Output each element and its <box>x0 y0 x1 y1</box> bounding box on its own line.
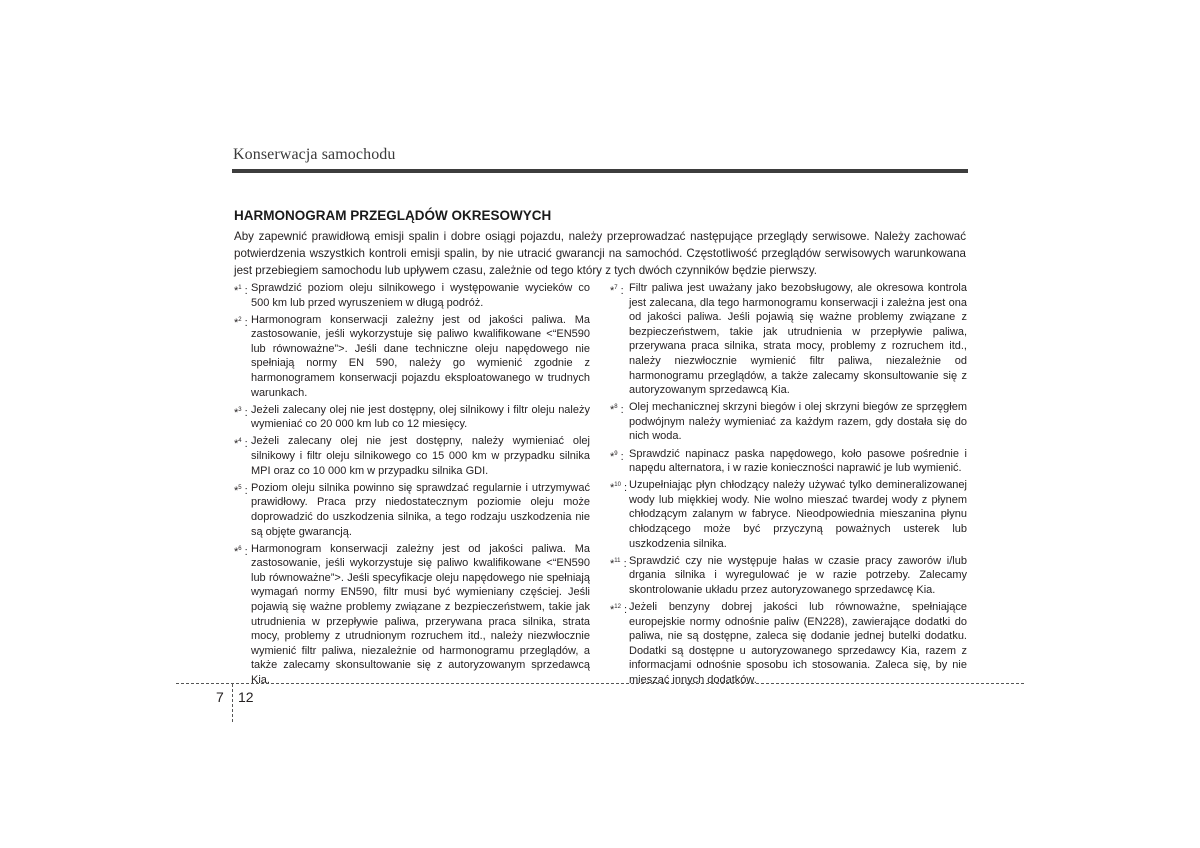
footnote-marker: *$^4$ : <box>234 438 248 451</box>
footnote-item <box>234 481 590 539</box>
footnote-marker: *$^2$ : <box>234 316 248 329</box>
footnote-item <box>610 554 967 598</box>
page-number: 12 <box>238 689 254 705</box>
header-rule <box>232 169 968 173</box>
footnote-marker: *$^9$ : <box>610 450 624 463</box>
chapter-number: 7 <box>216 689 224 705</box>
footnote-marker: *$^6$ : <box>234 545 248 558</box>
footnote-text: Sprawdzić poziom oleju silnikowego i występowanie wycieków co 500 km lub przed wyruszeniem w długą podróż. <box>251 282 590 309</box>
footnote-text: Jeżeli zalecany olej nie jest dostępny, należy wymieniać olej silnikowy i filtr oleju silnikowego co 15 000 km w przypadku silnika MPI oraz co 10 000 km w przypadku silnika GDI. <box>251 435 590 477</box>
footnote-text: Uzupełniając płyn chłodzący należy używać tylko demineralizowanej wody lub miękkiej wody. Nie wolno mieszać twardej wody z płynem chłodzącym zalanym w fabryce. Nieodpowiednia mieszanina płynu chłodzącego może być przyczyną poważnych usterek lub uszkodzenia silnika. <box>629 479 967 550</box>
footnote-marker: *$^7$ : <box>610 285 624 297</box>
footer-vertical-divider <box>232 684 233 722</box>
footnote-item <box>234 313 590 401</box>
footnote-text: Jeżeli benzyny dobrej jakości lub równoważne, spełniające europejskie normy odnośnie paliw (EN228), zawierające dodatki do paliwa, nie są dostępne, zaleca się dodanie jednej butelki dodatku. Dodatki są dostępne u autoryzowanego sprzedawcy Kia, razem z informacjami odnośnie sposobu ich stosowania. Zaleca się, by nie mieszać innych dodatków. <box>629 600 967 686</box>
intro-paragraph: Aby zapewnić prawidłową emisji spalin i dobre osiągi pojazdu, należy przeprowadzać następujące przeglądy serwisowe. Należy zachować potwierdzenia wszystkich kontroli emisji spalin, by nie utracić gwarancji na samochód. Częstotliwość przeglądów serwisowych warunkowana jest przebiegiem samochodu lub upływem czasu, zależnie od tego który z tych dwóch czynników będzie pierwszy. <box>234 230 966 277</box>
footnote-item <box>234 403 590 432</box>
footnote-item <box>610 447 967 476</box>
footnote-item <box>234 434 590 478</box>
footnote-text: Olej mechanicznej skrzyni biegów i olej skrzyni biegów ze sprzęgłem podwójnym należy wymieniać za każdym razem, gdy dostała się do nich woda. <box>629 401 967 443</box>
footnote-item <box>610 281 967 398</box>
footnote-text: Filtr paliwa jest uważany jako bezobsługowy, ale okresowa kontrola jest zalecana, dla tego harmonogramu konserwacji i zależna jest ona od jakości paliwa. Jeśli pojawią się ważne problemy związane z bezpieczeństwem, takie jak utrudnienia w przepływie paliwa, przerywana praca silnika, strata mocy, problemy z rozruchem itd., należy niezwłocznie wymienić filtr paliwa, niezależnie od harmonogramu przeglądów, a także zalecamy skonsultowanie się z autoryzowanym sprzedawcą Kia. <box>629 282 967 397</box>
footnote-text: Sprawdzić napinacz paska napędowego, koło pasowe pośrednie i napędu alternatora, i w razie konieczności naprawić je lub wymienić. <box>629 447 967 475</box>
footnote-item <box>610 600 967 688</box>
footnote-marker: *$^{11}$ : <box>610 557 627 570</box>
footer-divider <box>176 683 1024 684</box>
footnote-text: Sprawdzić czy nie występuje hałas w czasie pracy zaworów i/lub drgania silnika i wyregulować je w razie potrzeby. Zalecamy skontrolowanie układu przez autoryzowanego sprzedawcę Kia. <box>629 554 967 596</box>
footnote-item <box>610 478 967 551</box>
notes-right-column <box>610 281 967 690</box>
footnote-marker: *$^5$ : <box>234 484 248 497</box>
footnote-item <box>610 400 967 444</box>
footnote-marker: *$^8$ : <box>610 404 624 417</box>
footnote-text: Poziom oleju silnika powinno się sprawdzać regularnie i utrzymywać prawidłowy. Praca przy niedostatecznym poziomie oleju może doprowadzić do uszkodzenia silnika, a tego rodzaju uszkodzenia nie są objęte gwarancją. <box>251 481 590 538</box>
footnote-item <box>234 542 590 688</box>
section-title: HARMONOGRAM PRZEGLĄDÓW OKRESOWYCH <box>234 208 552 223</box>
footnote-marker: *$^3$ : <box>234 406 248 419</box>
footnote-text: Harmonogram konserwacji zależny jest od jakości paliwa. Ma zastosowanie, jeśli wykorzystuje się paliwo kwalifikowane <“EN590 lub równoważne”>. Jeśli dane techniczne oleju napędowego nie spełniają normy EN 590, należy go wymienić zgodnie z harmonogramem konserwacji pojazdu eksploatowanego w trudnych warunkach. <box>251 313 590 399</box>
footnote-item <box>234 281 590 310</box>
footnote-marker: *$^{10}$ : <box>610 482 628 495</box>
page-header-title: Konserwacja samochodu <box>233 146 396 163</box>
footnote-text: Harmonogram konserwacji zależny jest od jakości paliwa. Ma zastosowanie, jeśli wykorzystuje się paliwo kwalifikowane <“EN590 lub równoważne”>. Jeśli specyfikacje oleju napędowego nie spełniają wymagań normy EN590, filtr musi być wymieniany częściej. Jeśli pojawią się ważne problemy związane z bezpieczeństwem, takie jak utrudnienia w przepływie paliwa, przerywana praca silnika, strata mocy, problemy z utrudnionym rozruchem itd., należy niezwłocznie wymienić filtr paliwa, niezależnie od harmonogramu przeglądów, a także zalecamy skonsultowanie się z autoryzowanym sprzedawcą Kia. <box>251 542 590 686</box>
footnote-text: Jeżeli zalecany olej nie jest dostępny, olej silnikowy i filtr oleju należy wymieniać co 20 000 km lub co 12 miesięcy. <box>251 403 590 431</box>
footnote-marker: *$^{12}$ : <box>610 603 628 616</box>
footnote-marker: *$^1$ : <box>234 285 248 297</box>
notes-left-column <box>234 281 590 690</box>
